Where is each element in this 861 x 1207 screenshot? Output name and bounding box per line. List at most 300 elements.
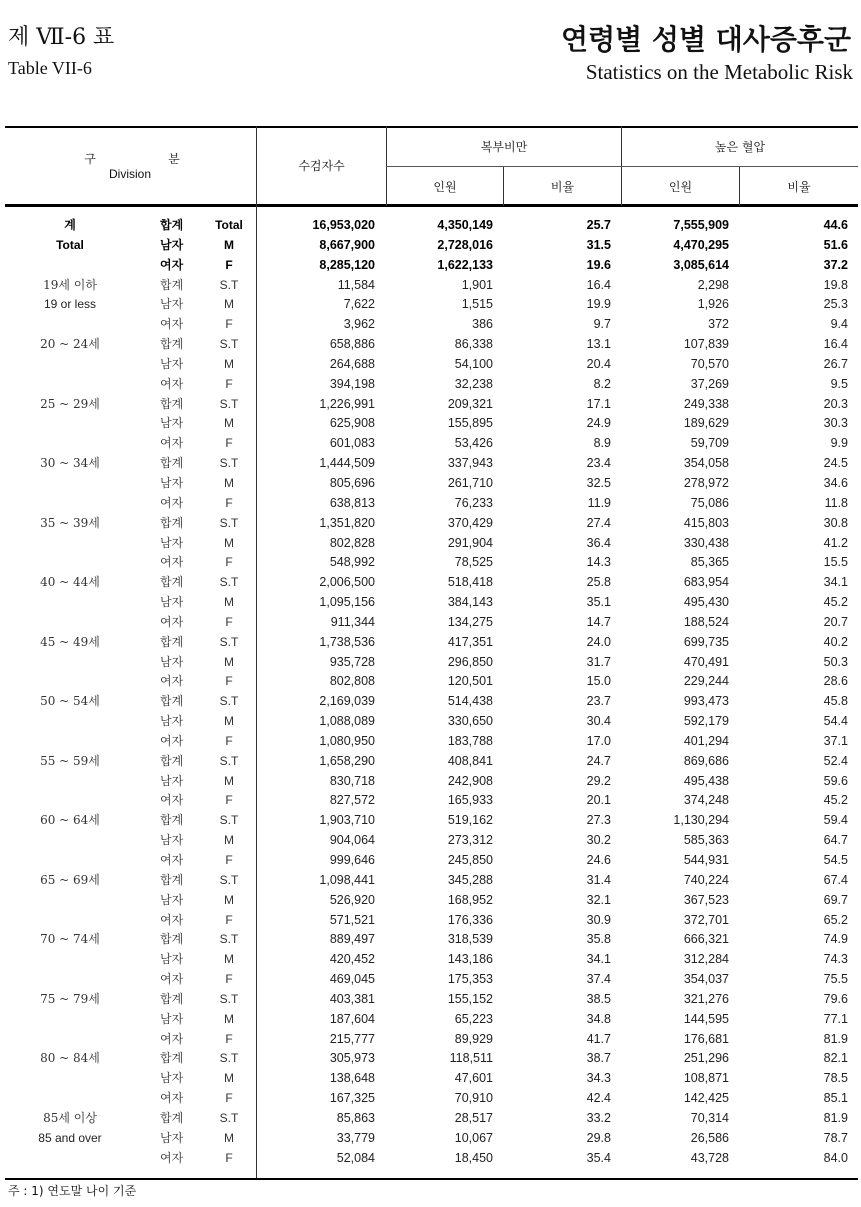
abdominal-ratio-value: 29.2 — [586, 773, 611, 788]
sex-label-en: M — [224, 356, 234, 371]
bp-persons-value: 993,473 — [683, 694, 729, 709]
bp-ratio-value: 37.1 — [823, 733, 848, 748]
sex-label-ko: 합계 — [160, 932, 184, 947]
abdominal-ratio-header: 비율 — [550, 180, 575, 194]
bp-ratio-value: 26.7 — [823, 356, 848, 371]
bp-ratio-value: 77.1 — [823, 1011, 848, 1026]
bp-ratio-value: 74.3 — [823, 952, 848, 967]
bp-persons-value: 142,425 — [683, 1091, 729, 1106]
table-row — [0, 1089, 861, 1109]
bp-persons-value: 666,321 — [683, 932, 729, 947]
abdominal-persons-value: 318,539 — [447, 932, 493, 947]
examinees-value: 658,886 — [329, 337, 375, 352]
sex-label-ko: 남자 — [160, 714, 184, 729]
examinees-value: 2,169,039 — [319, 694, 375, 709]
abdominal-ratio-value: 30.9 — [586, 912, 611, 927]
sex-label-ko: 합계 — [160, 694, 184, 709]
sex-label-ko: 여자 — [160, 257, 184, 272]
bp-ratio-value: 34.6 — [823, 475, 848, 490]
table-row — [0, 811, 861, 831]
table-row — [0, 732, 861, 752]
abdominal-ratio-value: 29.8 — [586, 1130, 611, 1145]
sex-label-en: M — [224, 773, 234, 788]
table-row — [0, 672, 861, 692]
sex-label-en: M — [224, 237, 234, 252]
sex-label-ko: 여자 — [160, 853, 184, 867]
table-row — [0, 891, 861, 911]
abdominal-persons-value: 32,238 — [454, 376, 493, 391]
bp-persons-value: 683,954 — [683, 575, 729, 590]
abdominal-persons-value: 47,601 — [454, 1071, 493, 1086]
abdominal-persons-value: 296,850 — [447, 654, 493, 669]
high-bp-header: 높은 혈압 — [714, 140, 766, 154]
table-row — [0, 454, 861, 474]
abdominal-ratio-value: 25.7 — [586, 218, 611, 232]
abdominal-ratio-value: 24.6 — [586, 853, 611, 867]
sex-label-en: S.T — [219, 634, 239, 649]
examinees-value: 1,903,710 — [319, 813, 375, 828]
sex-label-en: S.T — [219, 813, 239, 828]
abdominal-persons-value: 1,622,133 — [437, 257, 493, 272]
sex-label-ko: 여자 — [160, 1031, 184, 1046]
examinees-value: 601,083 — [329, 436, 375, 451]
sex-label-en: S.T — [219, 396, 239, 411]
abdominal-ratio-value: 35.8 — [586, 932, 611, 947]
table-row — [0, 772, 861, 792]
examinees-value: 33,779 — [336, 1130, 375, 1145]
table-row — [0, 1010, 861, 1030]
sex-label-ko: 여자 — [160, 555, 184, 570]
examinees-value: 827,572 — [329, 793, 375, 808]
bp-ratio-value: 81.9 — [823, 1031, 848, 1046]
table-row — [0, 375, 861, 395]
bp-persons-value: 585,363 — [683, 833, 729, 848]
table-title-ko: 연령별 성별 대사증후군 — [561, 23, 851, 56]
examinees-value: 394,198 — [329, 376, 375, 391]
bp-ratio-value: 41.2 — [823, 535, 848, 550]
abdominal-persons-value: 76,233 — [454, 495, 493, 510]
bp-persons-value: 249,338 — [683, 396, 729, 411]
sex-label-en: S.T — [219, 753, 239, 768]
abdominal-ratio-value: 32.5 — [586, 475, 611, 490]
header-split-rule — [386, 166, 858, 167]
abdominal-ratio-value: 25.8 — [586, 575, 611, 590]
abdominal-ratio-value: 35.1 — [586, 595, 611, 610]
sex-label-en: S.T — [219, 337, 239, 352]
age-group-label: 30 ~ 34세 — [40, 456, 100, 471]
bp-persons-value: 278,972 — [683, 475, 729, 490]
examinees-value: 469,045 — [329, 972, 375, 987]
abdominal-persons-value: 519,162 — [447, 813, 493, 828]
bp-ratio-value: 74.9 — [823, 932, 848, 947]
sex-label-en: M — [224, 416, 234, 431]
bp-ratio-value: 15.5 — [823, 555, 848, 570]
sex-label-en: F — [225, 495, 233, 510]
table-row — [0, 474, 861, 494]
abdominal-persons-value: 89,929 — [454, 1031, 493, 1046]
bp-persons-value: 107,839 — [683, 337, 729, 352]
bottom-rule — [5, 1178, 858, 1180]
abdominal-persons-value: 1,901 — [461, 277, 493, 292]
age-group-label: 35 ~ 39세 — [40, 515, 100, 530]
bp-persons-value: 37,269 — [690, 376, 729, 391]
examinees-value: 1,351,820 — [319, 515, 375, 530]
age-group-label: 계 — [64, 218, 76, 232]
abdominal-ratio-value: 38.7 — [586, 1051, 611, 1066]
examinees-value: 1,098,441 — [319, 872, 375, 887]
sex-label-en: F — [225, 436, 233, 451]
abdominal-ratio-value: 27.4 — [586, 515, 611, 530]
bp-persons-value: 43,728 — [690, 1150, 729, 1165]
abdominal-persons-value: 345,288 — [447, 872, 493, 887]
age-group-label-en: 19 or less — [43, 297, 97, 312]
sex-label-ko: 여자 — [160, 972, 184, 987]
table-row — [0, 1129, 861, 1149]
sex-label-ko: 남자 — [160, 833, 184, 848]
bp-persons-value: 75,086 — [690, 495, 729, 510]
abdominal-ratio-value: 24.0 — [586, 634, 611, 649]
sex-label-ko: 남자 — [160, 1130, 184, 1145]
age-group-label: 40 ~ 44세 — [40, 575, 100, 590]
sex-label-en: S.T — [219, 575, 239, 590]
bp-ratio-value: 28.6 — [823, 674, 848, 689]
abdominal-ratio-value: 13.1 — [586, 337, 611, 352]
sex-label-en: F — [225, 793, 233, 808]
abdominal-persons-value: 70,910 — [454, 1091, 493, 1106]
abdominal-persons-value: 2,728,016 — [437, 237, 493, 252]
abdominal-persons-value: 65,223 — [454, 1011, 493, 1026]
table-title-en: Statistics on the Metabolic Risk — [585, 60, 853, 84]
sex-label-ko: 합계 — [160, 1110, 184, 1125]
abdominal-persons-value: 86,338 — [454, 337, 493, 352]
bp-ratio-value: 30.8 — [823, 515, 848, 530]
abdominal-ratio-value: 8.2 — [593, 376, 611, 391]
bp-ratio-value: 34.1 — [823, 575, 848, 590]
bp-persons-value: 4,470,295 — [673, 237, 729, 252]
bp-persons-value: 189,629 — [683, 416, 729, 431]
examinees-value: 1,444,509 — [319, 456, 375, 471]
table-row — [0, 276, 861, 296]
abdominal-persons-value: 370,429 — [447, 515, 493, 530]
age-group-label: 25 ~ 29세 — [40, 396, 100, 411]
bp-ratio-value: 44.6 — [823, 218, 848, 232]
table-row — [0, 930, 861, 950]
abdominal-ratio-value: 23.7 — [586, 694, 611, 709]
bp-ratio-value: 82.1 — [823, 1051, 848, 1066]
sex-label-en: F — [225, 1091, 233, 1106]
sex-label-ko: 합계 — [160, 396, 184, 411]
table-row — [0, 950, 861, 970]
examinees-value: 571,521 — [329, 912, 375, 927]
examinees-value: 138,648 — [329, 1071, 375, 1086]
bp-persons-value: 869,686 — [683, 753, 729, 768]
abdominal-ratio-value: 31.7 — [586, 654, 611, 669]
bp-persons-value: 699,735 — [683, 634, 729, 649]
bp-persons-value: 85,365 — [690, 555, 729, 570]
table-body — [0, 216, 861, 1169]
abdominal-ratio-value: 34.1 — [586, 952, 611, 967]
bp-persons-value: 1,926 — [697, 297, 729, 312]
bp-ratio-value: 30.3 — [823, 416, 848, 431]
bp-persons-value: 70,314 — [690, 1110, 729, 1125]
examinees-value: 1,095,156 — [319, 595, 375, 610]
examinees-value: 935,728 — [329, 654, 375, 669]
bp-persons-value: 144,595 — [683, 1011, 729, 1026]
bp-persons-value: 7,555,909 — [673, 218, 729, 232]
age-group-label: 80 ~ 84세 — [40, 1051, 100, 1066]
table-row — [0, 990, 861, 1010]
sex-label-ko: 합계 — [160, 218, 184, 232]
abdominal-persons-value: 54,100 — [454, 356, 493, 371]
age-group-label: 45 ~ 49세 — [40, 634, 100, 649]
bp-persons-value: 372 — [708, 317, 729, 332]
age-group-label: 60 ~ 64세 — [40, 813, 100, 828]
bp-persons-value: 108,871 — [683, 1071, 729, 1086]
abdominal-ratio-value: 33.2 — [586, 1110, 611, 1125]
sex-label-ko: 남자 — [160, 1071, 184, 1086]
bp-ratio-value: 84.0 — [823, 1150, 848, 1165]
sex-label-en: M — [224, 475, 234, 490]
sex-label-en: F — [225, 972, 233, 987]
table-header — [0, 126, 861, 207]
abdominal-persons-value: 78,525 — [454, 555, 493, 570]
sex-label-ko: 합계 — [160, 277, 184, 292]
abdominal-ratio-value: 30.4 — [586, 714, 611, 729]
bp-persons-value: 70,570 — [690, 356, 729, 371]
examinees-value: 889,497 — [329, 932, 375, 947]
sex-label-en: F — [225, 674, 233, 689]
abdominal-persons-value: 514,438 — [447, 694, 493, 709]
sex-label-ko: 합계 — [160, 753, 184, 768]
table-row — [0, 593, 861, 613]
sex-label-ko: 남자 — [160, 356, 184, 371]
sex-label-en: M — [224, 833, 234, 848]
abdominal-persons-value: 10,067 — [454, 1130, 493, 1145]
sex-label-en: M — [224, 1071, 234, 1086]
abdominal-persons-value: 4,350,149 — [437, 218, 493, 232]
abdominal-ratio-value: 14.3 — [586, 555, 611, 570]
table-row — [0, 871, 861, 891]
abdominal-ratio-value: 38.5 — [586, 991, 611, 1006]
table-row — [0, 851, 861, 871]
table-row — [0, 414, 861, 434]
abdominal-persons-value: 245,850 — [447, 853, 493, 867]
bp-ratio-value: 9.4 — [830, 317, 848, 332]
abdominal-ratio-value: 41.7 — [586, 1031, 611, 1046]
sex-label-ko: 여자 — [160, 1091, 184, 1106]
bp-persons-value: 251,296 — [683, 1051, 729, 1066]
abdominal-persons-value: 417,351 — [447, 634, 493, 649]
examinees-value: 85,863 — [336, 1110, 375, 1125]
sex-label-ko: 합계 — [160, 991, 184, 1006]
table-row — [0, 553, 861, 573]
abdominal-persons-value: 291,904 — [447, 535, 493, 550]
sex-label-en: S.T — [219, 515, 239, 530]
examinees-value: 16,953,020 — [312, 218, 375, 232]
abdominal-persons-value: 242,908 — [447, 773, 493, 788]
bp-ratio-value: 59.4 — [823, 813, 848, 828]
sex-label-ko: 합계 — [160, 872, 184, 887]
bp-ratio-value: 37.2 — [823, 257, 848, 272]
abdominal-ratio-value: 17.0 — [586, 733, 611, 748]
bp-persons-value: 495,438 — [683, 773, 729, 788]
bp-ratio-value: 64.7 — [823, 833, 848, 848]
examinees-value: 2,006,500 — [319, 575, 375, 590]
examinees-value: 187,604 — [329, 1011, 375, 1026]
examinees-value: 999,646 — [329, 853, 375, 867]
age-group-label-en: Total — [56, 237, 84, 252]
sex-label-en: S.T — [219, 1110, 239, 1125]
age-group-label: 55 ~ 59세 — [40, 753, 100, 768]
abdominal-persons-value: 118,511 — [449, 1051, 493, 1066]
abdominal-persons-value: 175,353 — [447, 972, 493, 987]
examinees-value: 7,622 — [343, 297, 375, 312]
sex-label-ko: 여자 — [160, 436, 184, 451]
bp-persons-value: 495,430 — [683, 595, 729, 610]
table-row — [0, 315, 861, 335]
abdominal-ratio-value: 24.7 — [586, 753, 611, 768]
sex-label-ko: 남자 — [160, 237, 184, 252]
table-number-en: Table VII-6 — [8, 58, 92, 78]
examinees-value: 11,584 — [337, 277, 375, 292]
bp-ratio-value: 9.9 — [830, 436, 848, 451]
header-bottom-rule — [5, 204, 858, 207]
examinees-value: 625,908 — [329, 416, 375, 431]
abdominal-persons-value: 337,943 — [447, 456, 493, 471]
sex-label-en: S.T — [219, 1051, 239, 1066]
bp-persons-value: 372,701 — [683, 912, 729, 927]
examinees-header: 수검자수 — [298, 159, 345, 173]
bp-persons-value: 740,224 — [683, 872, 729, 887]
division-header-en: Division — [108, 167, 151, 181]
sex-label-en: M — [224, 952, 234, 967]
sex-label-ko: 여자 — [160, 674, 184, 689]
bp-persons-value: 59,709 — [690, 436, 729, 451]
sex-label-en: S.T — [219, 694, 239, 709]
abdominal-persons-value: 273,312 — [447, 833, 493, 848]
table-row — [0, 534, 861, 554]
table-row — [0, 1149, 861, 1169]
bp-persons-value: 312,284 — [683, 952, 729, 967]
abdominal-persons-value: 28,517 — [454, 1110, 493, 1125]
age-group-label: 19세 이하 — [43, 277, 97, 292]
abdominal-ratio-value: 23.4 — [586, 456, 611, 471]
abdominal-persons-value: 155,152 — [447, 991, 493, 1006]
table-row — [0, 514, 861, 534]
sex-label-en: F — [225, 257, 233, 272]
abdominal-persons-value: 183,788 — [447, 733, 493, 748]
sex-label-ko: 남자 — [160, 475, 184, 490]
sex-label-ko: 합계 — [160, 1051, 184, 1066]
sex-label-ko: 합계 — [160, 634, 184, 649]
abdominal-ratio-value: 31.4 — [586, 872, 611, 887]
sex-label-ko: 여자 — [160, 614, 184, 629]
abdominal-ratio-value: 32.1 — [586, 892, 611, 907]
top-rule — [5, 126, 858, 128]
bp-ratio-value: 11.8 — [824, 495, 848, 510]
sex-label-ko: 합계 — [160, 575, 184, 590]
bp-ratio-value: 81.9 — [823, 1110, 848, 1125]
table-row — [0, 970, 861, 990]
bp-persons-value: 354,058 — [683, 456, 729, 471]
bp-persons-value: 374,248 — [683, 793, 729, 808]
table-row — [0, 831, 861, 851]
bp-persons-value: 229,244 — [683, 674, 729, 689]
bp-ratio-value: 69.7 — [823, 892, 848, 907]
abdominal-ratio-value: 11.9 — [587, 495, 611, 510]
table-row — [0, 692, 861, 712]
bp-persons-value: 2,298 — [697, 277, 729, 292]
sex-label-ko: 남자 — [160, 297, 184, 312]
examinees-value: 802,808 — [329, 674, 375, 689]
abdominal-ratio-value: 34.3 — [586, 1071, 611, 1086]
examinees-value: 1,658,290 — [319, 753, 375, 768]
table-row — [0, 573, 861, 593]
abdominal-ratio-value: 42.4 — [586, 1091, 611, 1106]
sex-label-en: S.T — [219, 932, 239, 947]
examinees-value: 548,992 — [329, 555, 375, 570]
sex-label-ko: 합계 — [160, 813, 184, 828]
bp-ratio-value: 54.4 — [823, 714, 848, 729]
abdominal-ratio-value: 35.4 — [586, 1150, 611, 1165]
abdominal-ratio-value: 24.9 — [586, 416, 611, 431]
abdominal-persons-value: 408,841 — [447, 753, 493, 768]
bp-ratio-value: 54.5 — [823, 853, 848, 867]
bp-ratio-value: 16.4 — [823, 337, 848, 352]
bp-persons-value: 321,276 — [683, 991, 729, 1006]
sex-label-ko: 남자 — [160, 416, 184, 431]
bp-ratio-value: 9.5 — [830, 376, 848, 391]
sex-label-ko: 여자 — [160, 1150, 184, 1165]
examinees-value: 403,381 — [329, 991, 375, 1006]
abdominal-persons-value: 134,275 — [447, 614, 493, 629]
examinees-value: 420,452 — [329, 952, 375, 967]
table-row — [0, 791, 861, 811]
abdominal-persons-value: 143,186 — [447, 952, 493, 967]
abdominal-ratio-value: 19.6 — [586, 257, 611, 272]
table-row — [0, 712, 861, 732]
abdominal-persons-value: 330,650 — [447, 714, 493, 729]
sex-label-ko: 남자 — [160, 952, 184, 967]
bp-persons-value: 354,037 — [683, 972, 729, 987]
bp-ratio-value: 59.6 — [823, 773, 848, 788]
sex-label-en: F — [225, 733, 233, 748]
examinees-value: 8,285,120 — [319, 257, 375, 272]
age-group-label: 65 ~ 69세 — [40, 872, 100, 887]
sex-label-ko: 여자 — [160, 793, 184, 808]
sex-label-en: F — [225, 614, 233, 629]
sex-label-ko: 합계 — [160, 337, 184, 352]
sex-label-ko: 남자 — [160, 535, 184, 550]
sex-label-en: F — [225, 1031, 233, 1046]
table-row — [0, 1030, 861, 1050]
table-row — [0, 752, 861, 772]
division-header-ko-1: 구 — [84, 152, 96, 166]
examinees-value: 215,777 — [329, 1031, 375, 1046]
sex-label-ko: 여자 — [160, 376, 184, 391]
examinees-value: 167,325 — [329, 1091, 375, 1106]
bp-ratio-value: 75.5 — [823, 972, 848, 987]
table-row — [0, 335, 861, 355]
sex-label-en: M — [224, 1130, 234, 1145]
sex-label-ko: 남자 — [160, 1011, 184, 1026]
examinees-value: 1,088,089 — [319, 714, 375, 729]
sex-label-ko: 남자 — [160, 892, 184, 907]
examinees-value: 904,064 — [329, 833, 375, 848]
bp-ratio-value: 50.3 — [823, 654, 848, 669]
table-row — [0, 216, 861, 236]
abdominal-persons-value: 209,321 — [447, 396, 493, 411]
